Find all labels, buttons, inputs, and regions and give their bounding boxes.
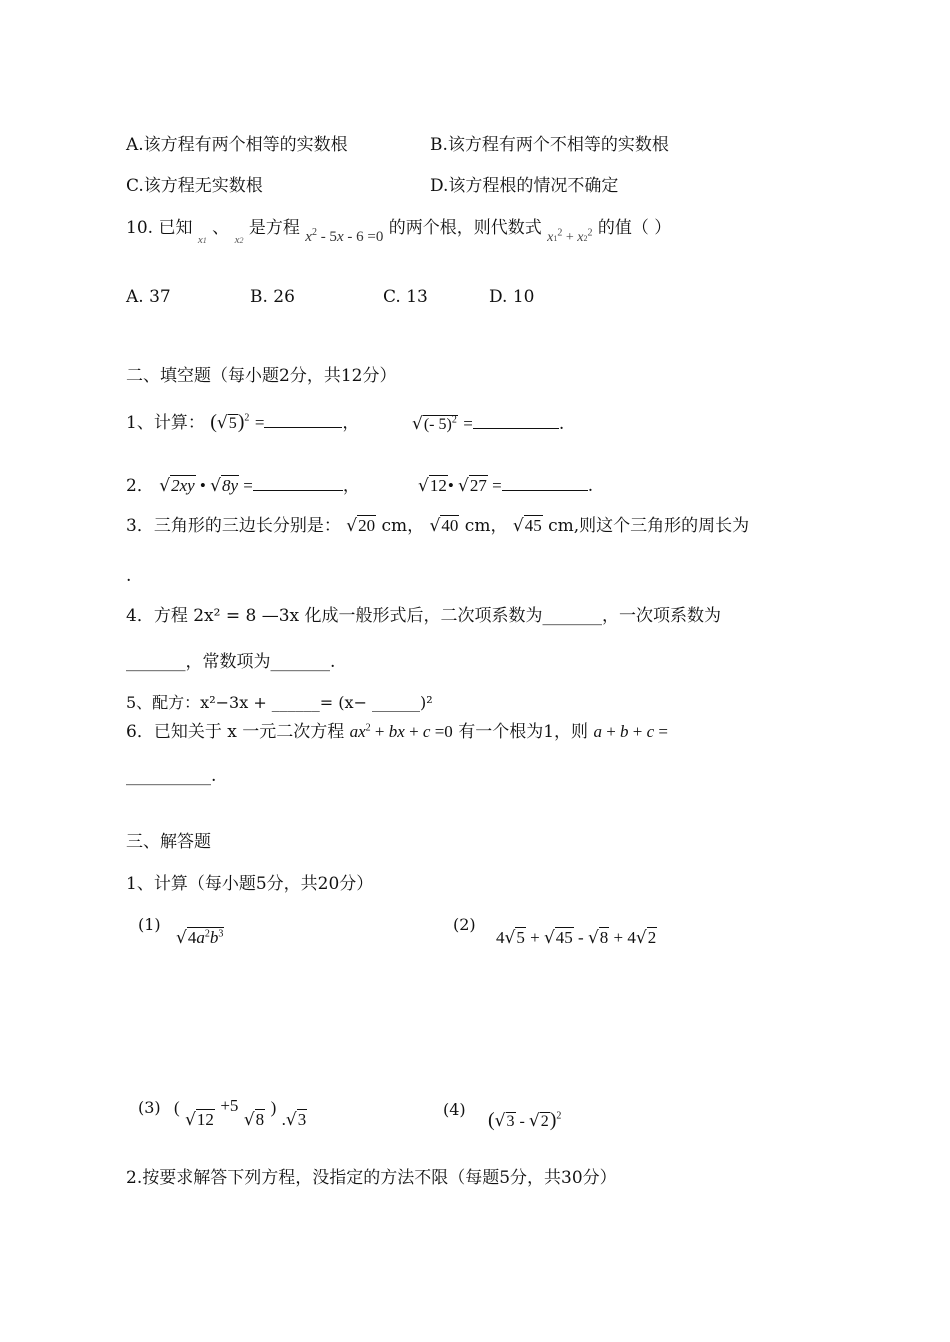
fill-q1-expr-b: √(- 5)$^2$ — [412, 414, 457, 434]
equations-title: 2.按要求解答下列方程，没指定的方法不限（每题5分，共30分） — [126, 1168, 617, 1188]
fill-q4: 4．方程 2x² = 8 —3x 化成一般形式后，二次项系数为_______，一次项系数为 — [126, 606, 722, 626]
calc-p3-label: (3) — [138, 1098, 161, 1117]
fill-q6-mid: 有一个根为1，则 — [458, 722, 589, 742]
calc-title: 1、计算（每小题5分，共20分） — [126, 874, 374, 894]
fill-q3-unit-c: cm,则这个三角形的周长为 — [548, 516, 750, 536]
fill-q2-part2: √12• √27 = . — [418, 476, 594, 496]
q10-line — [126, 218, 672, 246]
fill-q4-cont: _______，常数项为_______. — [126, 652, 336, 672]
fill-q6-equation: $ax^2$ + bx + c =0 — [349, 722, 453, 741]
q10-prefix: 10. 已知 — [126, 218, 193, 238]
q9-option-b: B.该方程有两个不相等的实数根 — [430, 135, 669, 155]
q10-option-a: A. 37 — [126, 287, 171, 307]
calc-p2-expr: 4√5 + √45 - √8 + 4√2 — [496, 928, 657, 948]
fill-q3-text: 3．三角形的三边长分别是： — [126, 516, 341, 536]
fill-q3-unit-a: cm， — [381, 516, 425, 536]
q10-after: 的两个根，则代数式 — [388, 218, 542, 238]
q9-option-c: C.该方程无实数根 — [126, 176, 263, 196]
fill-q6-text: 6．已知关于 x 一元二次方程 — [126, 722, 345, 742]
q10-end: 的值（ ） — [597, 218, 672, 238]
calc-p1-label: (1) — [138, 915, 161, 934]
fill-q2-label: 2． — [126, 476, 154, 496]
calc-p4-label: (4) — [443, 1100, 466, 1119]
fill-q6 — [126, 722, 668, 742]
q10-x1: x1 — [197, 234, 207, 246]
q10-option-d: D. 10 — [489, 287, 535, 307]
fill-q1-expr-a: $(√5)^2$ — [210, 411, 250, 433]
fill-q3-side-a: √20 — [346, 516, 376, 536]
q10-sep: 、 — [212, 218, 230, 238]
fill-q3-side-b: √40 — [429, 516, 459, 536]
q9-option-a: A.该方程有两个相等的实数根 — [126, 135, 348, 155]
fill-q6-cont: __________. — [126, 766, 217, 786]
calc-p1-expr: $√4a^2b^3$ — [176, 928, 224, 948]
fill-q3-unit-b: cm， — [464, 516, 508, 536]
q10-equation: $x^2 - 5x - 6 =0$ — [305, 227, 384, 245]
fill-q1-part2: √(- 5)$^2$ = . — [412, 414, 565, 434]
fill-q1: 1、计算： $(√5)^2$ = ， — [126, 411, 360, 433]
fill-q2: 2． √2xy • √8y = ， — [126, 476, 360, 496]
q10-expression: x12 + x22 — [547, 227, 593, 245]
fill-q2-expr-b: √12• √27 = — [418, 476, 502, 496]
q10-option-b: B. 26 — [250, 287, 295, 307]
q9-option-d: D.该方程根的情况不确定 — [430, 176, 619, 196]
q10-option-c: C. 13 — [383, 287, 428, 307]
fill-q2-expr-a: √2xy • √8y = — [159, 476, 253, 496]
fill-q1-label: 1、计算： — [126, 413, 205, 433]
q10-x2: x2 — [234, 234, 244, 246]
fill-q3-side-c: √45 — [512, 516, 542, 536]
fill-q6-expr: a + b + c = — [593, 722, 669, 741]
section3-title: 三、解答题 — [126, 832, 211, 852]
q10-mid: 是方程 — [248, 218, 300, 238]
calc-p4-expr: (√3 - √2)$^2$ — [488, 1109, 562, 1131]
calc-p2-label: (2) — [453, 915, 476, 934]
fill-q3 — [126, 516, 749, 536]
fill-q5: 5、配方：x²−3x + ______= (x− ______)² — [126, 693, 433, 712]
section2-title: 二、填空题（每小题2分，共12分） — [126, 366, 397, 386]
calc-p3-expr: ( √12 +5 √8 ) .√3 — [174, 1096, 307, 1130]
fill-q3-end: . — [126, 566, 132, 586]
